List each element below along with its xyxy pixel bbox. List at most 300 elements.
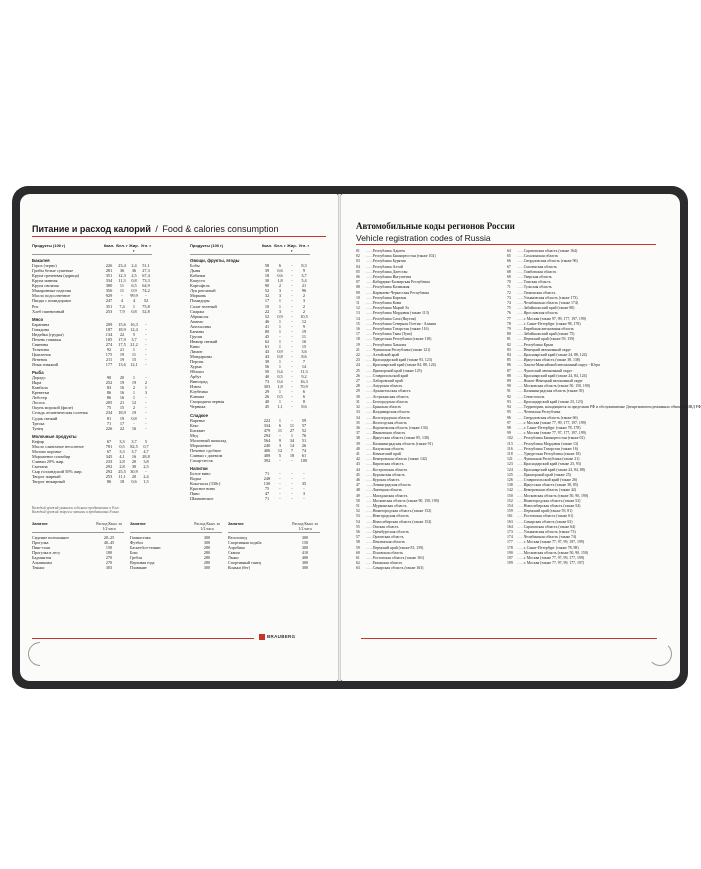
- cell-value: -: [303, 471, 305, 477]
- cell-value: -: [291, 288, 293, 294]
- brand-logo: [259, 634, 295, 640]
- region-code: 124: [507, 467, 513, 472]
- region-name: Ставропольский край (также 26): [523, 477, 578, 482]
- cell-value: 8,6: [301, 404, 307, 410]
- brand-name: BRAUBERG: [267, 634, 296, 640]
- activity-kcal: 300: [203, 565, 211, 570]
- leader-dots: .......: [517, 295, 524, 300]
- region-code: 87: [507, 368, 511, 373]
- cell-value: 18: [119, 479, 125, 485]
- region-code: 76: [507, 311, 511, 316]
- cell-value: 334: [105, 278, 113, 284]
- region-code: 75: [507, 306, 511, 311]
- cell-value: 564: [263, 437, 271, 443]
- leader-dots: .......: [517, 332, 524, 337]
- cell-value: 1: [144, 385, 148, 391]
- region-code: 07: [356, 280, 360, 285]
- cell-value: 1: [278, 328, 282, 334]
- product-name: Арбуз: [190, 374, 202, 380]
- cell-value: 20: [119, 375, 125, 381]
- leader-dots: .......: [366, 415, 373, 420]
- product-name: Клубника: [190, 389, 208, 395]
- region-code: 58: [356, 540, 360, 545]
- cell-value: 1: [132, 395, 136, 401]
- leader-dots: .......: [366, 306, 373, 311]
- region-name: Еврейская автономная область: [523, 327, 574, 332]
- product-name: Белое вино: [190, 471, 211, 477]
- cell-value: 0,9: [277, 348, 283, 354]
- leader-dots: .......: [517, 373, 524, 378]
- leader-dots: .......: [366, 462, 373, 467]
- category-heading: Молочные продукты: [32, 433, 77, 439]
- cell-value: 1,8: [277, 278, 283, 284]
- cell-value: 21: [119, 346, 125, 352]
- cell-value: -: [279, 471, 281, 477]
- brand-logo-icon: [259, 634, 265, 640]
- region-code: 43: [356, 462, 360, 467]
- activity-table-1: [32, 522, 124, 570]
- cell-value: 86: [106, 395, 112, 401]
- region-code: 152: [507, 498, 513, 503]
- header-protein: Бел. г: [116, 243, 128, 248]
- region-code: 65: [507, 254, 511, 259]
- region-name: г. Москва (также 77, 97, 177, 197, 199): [523, 431, 586, 436]
- region-name: Республика Марий Эл: [372, 306, 410, 311]
- cell-value: -: [291, 273, 293, 279]
- leader-dots: .......: [517, 264, 524, 269]
- region-name: Саратовская область (также 64): [523, 524, 576, 529]
- region-name: Пензенская область: [372, 540, 406, 545]
- cell-value: -: [291, 303, 293, 309]
- cell-value: 2,5: [143, 463, 149, 469]
- title-en: Food & calories consumption: [162, 224, 279, 234]
- leader-dots: .......: [366, 301, 373, 306]
- cell-value: 27: [289, 427, 295, 433]
- product-name: Бобы: [190, 263, 200, 269]
- region-code: 53: [356, 514, 360, 519]
- cell-value: -: [291, 374, 293, 380]
- category-heading: Бакалея: [32, 258, 50, 264]
- cell-value: 16: [131, 453, 137, 459]
- cell-value: 17,5: [118, 341, 126, 347]
- cell-value: 71: [264, 471, 270, 477]
- leader-dots: .......: [517, 451, 524, 456]
- cell-value: 9: [302, 268, 306, 274]
- region-code: 138: [507, 483, 513, 488]
- activity-kcal: 40–45: [103, 540, 115, 545]
- cell-value: 3,7: [131, 438, 137, 444]
- product-name: Творог нежирный: [32, 479, 65, 485]
- region-code: 18: [356, 337, 360, 342]
- leader-dots: .......: [517, 545, 524, 550]
- region-code: 47: [356, 483, 360, 488]
- region-code: 01: [356, 249, 360, 253]
- activity-name: Гимнастика: [130, 535, 151, 540]
- cell-value: 71: [106, 420, 112, 426]
- region-name: Красноярский край (также 24, 84, 88): [523, 467, 585, 472]
- region-row: [507, 561, 665, 566]
- cell-value: 1,1: [277, 404, 283, 410]
- region-code: 05: [356, 269, 360, 274]
- cell-value: -: [145, 346, 147, 352]
- cell-value: 2: [132, 385, 136, 391]
- cell-value: -: [303, 486, 305, 492]
- leader-dots: .......: [366, 311, 373, 316]
- cell-value: 67: [106, 438, 112, 444]
- region-code: 54: [356, 519, 360, 524]
- leader-dots: .......: [517, 306, 524, 311]
- region-name: Республика Татарстан (также 16): [523, 446, 578, 451]
- region-name: г. Санкт-Петербург (также 98, 178): [523, 321, 581, 326]
- region-name: Свердловская область (также 66): [523, 415, 578, 420]
- cell-value: 83: [106, 385, 112, 391]
- leader-dots: .......: [366, 379, 373, 384]
- region-name: Республика Карелия: [372, 295, 407, 300]
- region-name: Приморский край (также 125): [372, 368, 422, 373]
- leader-dots: .......: [517, 389, 524, 394]
- region-code: 121: [507, 457, 513, 462]
- cell-value: 12: [301, 318, 307, 324]
- cell-value: -: [291, 338, 293, 344]
- region-code: 03: [356, 259, 360, 264]
- leader-dots: .......: [517, 280, 524, 285]
- region-code: 71: [507, 285, 511, 290]
- activity-name: Коньки (бег): [228, 565, 251, 570]
- cell-value: -: [291, 293, 293, 299]
- leader-dots: .......: [517, 290, 524, 295]
- region-name: Московская область (также 50, 90, 190): [523, 493, 589, 498]
- cell-value: 46: [264, 318, 270, 324]
- leader-dots: .......: [517, 394, 524, 399]
- product-name: Мандарины: [190, 353, 212, 359]
- region-code: 66: [507, 259, 511, 264]
- cell-value: 99,9: [130, 293, 138, 299]
- region-code: 84: [507, 353, 511, 358]
- region-code: 68: [507, 269, 511, 274]
- cell-value: 40: [264, 374, 270, 380]
- cell-value: 92: [106, 346, 112, 352]
- cell-value: 26: [264, 394, 270, 400]
- category-heading: Сладкое: [190, 412, 209, 418]
- region-code: 85: [507, 358, 511, 363]
- leader-dots: .......: [366, 368, 373, 373]
- region-code: 70: [507, 280, 511, 285]
- region-name: Ставропольский край: [372, 373, 409, 378]
- region-name: Костромская область: [372, 467, 408, 472]
- cell-value: 61: [301, 452, 307, 458]
- activity-kcal: 300: [203, 535, 211, 540]
- cell-value: -: [145, 336, 147, 342]
- activity-row: [32, 565, 124, 570]
- cell-value: 351: [105, 273, 113, 279]
- region-code: 126: [507, 477, 513, 482]
- region-name: г. Москва (также 77, 97, 99, 197, 199): [523, 540, 585, 545]
- region-code: 02: [356, 254, 360, 259]
- region-code: 16: [356, 327, 360, 332]
- region-code: 86: [507, 363, 511, 368]
- region-code: 93: [507, 399, 511, 404]
- header-kcal: Ккал.: [103, 243, 115, 248]
- product-name: Сыр голландский 50% жир.: [32, 468, 83, 474]
- region-code: 123: [507, 462, 513, 467]
- region-code: 34: [356, 415, 360, 420]
- product-name: Бананы: [190, 328, 204, 334]
- region-name: Тульская область: [523, 285, 552, 290]
- cell-value: 929: [105, 293, 113, 299]
- region-code: 32: [356, 405, 360, 410]
- product-name: Говядина: [32, 326, 49, 332]
- region-code: 163: [507, 519, 513, 524]
- region-name: Кемеровская область (также 42): [523, 488, 577, 493]
- cell-value: 11: [119, 283, 125, 289]
- region-code: 28: [356, 384, 360, 389]
- cell-value: 90: [106, 375, 112, 381]
- product-name: Персик: [190, 359, 204, 365]
- cell-value: -: [145, 321, 147, 327]
- leader-dots: .......: [366, 394, 373, 399]
- region-name: Самарская область (также 163): [372, 566, 424, 571]
- activity-kcal: 280: [203, 550, 211, 555]
- product-name: Сахар-песок: [190, 457, 213, 463]
- activity-name: Прогулка: [32, 540, 49, 545]
- cell-value: 351: [105, 303, 113, 309]
- region-code: 98: [507, 425, 511, 430]
- activity-kcal: 180: [105, 550, 113, 555]
- region-name: Ульяновская область (также 73): [523, 529, 576, 534]
- leader-dots: .......: [366, 529, 373, 534]
- cell-value: 9,2: [301, 374, 307, 380]
- cell-value: 209: [105, 321, 113, 327]
- cell-value: 1: [132, 375, 136, 381]
- title-underline: [356, 244, 656, 245]
- leader-dots: .......: [517, 368, 524, 373]
- cell-value: 10: [264, 303, 270, 309]
- leader-dots: .......: [366, 264, 373, 269]
- cell-value: 479: [263, 427, 271, 433]
- leader-dots: .......: [366, 316, 373, 321]
- region-name: Омская область: [372, 524, 399, 529]
- leader-dots: .......: [517, 441, 524, 446]
- leader-dots: .......: [366, 249, 373, 253]
- region-name: Республика Ингушетия: [372, 275, 412, 280]
- product-name: Мороженое: [190, 442, 212, 448]
- table-row: [32, 362, 152, 367]
- cell-value: 0,5: [277, 374, 283, 380]
- region-name: Амурская область: [372, 384, 403, 389]
- region-code: 91: [507, 389, 511, 394]
- table-header: [190, 243, 310, 255]
- activity-name: Бадминтон: [32, 555, 52, 560]
- product-name: Масло сливочное несоленое: [32, 443, 84, 449]
- region-name: Ивановская область: [372, 431, 406, 436]
- product-name: Сливки 20% жир.: [32, 458, 65, 464]
- region-code: 161: [507, 514, 513, 519]
- cell-value: -: [145, 331, 147, 337]
- cell-value: 1: [278, 318, 282, 324]
- leader-dots: .......: [517, 535, 524, 540]
- region-code: 89: [507, 379, 511, 384]
- product-name: Помидоры: [190, 298, 210, 304]
- region-code: 13: [356, 311, 360, 316]
- product-name: Абрикосы: [190, 313, 209, 319]
- cell-value: 303: [263, 384, 271, 390]
- region-name: Хабаровский край: [372, 379, 403, 384]
- cell-value: 61: [264, 343, 270, 349]
- cell-value: 3,7: [301, 273, 307, 279]
- leader-dots: .......: [366, 488, 373, 493]
- cell-value: 233: [105, 458, 113, 464]
- leader-dots: .......: [366, 457, 373, 462]
- cell-value: 47: [264, 491, 270, 497]
- activity-name: Альпинизм: [32, 560, 52, 565]
- cell-value: 7,9: [119, 308, 125, 314]
- cell-value: 781: [105, 443, 113, 449]
- leader-dots: .......: [517, 436, 524, 441]
- region-name: г. Москва (также 97, 99, 177, 197, 199): [523, 316, 586, 321]
- leader-dots: .......: [517, 540, 524, 545]
- leader-dots: .......: [517, 301, 524, 306]
- product-name: Окунь морской (филе): [32, 405, 73, 411]
- region-name: Республика Саха (Якутия): [372, 316, 416, 321]
- cell-value: 2: [132, 405, 136, 411]
- activity-kcal: 300: [301, 565, 309, 570]
- cell-value: -: [291, 343, 293, 349]
- cell-value: 75: [106, 405, 112, 411]
- leader-dots: .......: [517, 529, 524, 534]
- cell-value: 29: [264, 389, 270, 395]
- leader-dots: .......: [517, 410, 524, 415]
- region-code: 44: [356, 467, 360, 472]
- cell-value: -: [145, 356, 147, 362]
- region-code: 37: [356, 431, 360, 436]
- region-code: 159: [507, 509, 513, 514]
- region-code: 94: [507, 405, 511, 410]
- leader-dots: .......: [366, 555, 373, 560]
- leader-dots: .......: [366, 493, 373, 498]
- cell-value: 281: [105, 268, 113, 274]
- cell-value: 2,8: [119, 463, 125, 469]
- product-name: Бисквит: [190, 427, 205, 433]
- cell-value: -: [145, 410, 147, 416]
- region-name: Мурманская область: [372, 503, 407, 508]
- activity-kcal: 303: [105, 565, 113, 570]
- cell-value: -: [291, 379, 293, 385]
- region-name: Калининградская область (также 91): [372, 441, 433, 446]
- region-code: 17: [356, 332, 360, 337]
- region-name: Республика Коми: [372, 301, 402, 306]
- leader-dots: .......: [366, 425, 373, 430]
- region-code: 164: [507, 524, 513, 529]
- cell-value: -: [121, 293, 123, 299]
- leader-dots: .......: [517, 327, 524, 332]
- cell-value: 32: [264, 293, 270, 299]
- cell-value: 80: [264, 328, 270, 334]
- leader-dots: .......: [366, 342, 373, 347]
- region-code: 31: [356, 399, 360, 404]
- cell-value: 3: [144, 390, 148, 396]
- product-name: Варенье: [190, 417, 205, 423]
- footnote-line: Каждый урожай жарен и записан и продаваемых 8 ккал: [32, 510, 119, 515]
- cell-value: 253: [105, 474, 113, 480]
- region-name: Пермский край (также 81, 159): [372, 545, 424, 550]
- region-code: 177: [507, 540, 513, 545]
- cell-value: -: [291, 323, 293, 329]
- cell-value: 2,5: [131, 273, 137, 279]
- cell-value: 58: [264, 263, 270, 269]
- cell-value: 16,3: [130, 321, 138, 327]
- region-name: Пермский край (также 59, 159): [523, 337, 575, 342]
- cell-value: 0,8: [131, 415, 137, 421]
- table-row: [32, 426, 152, 431]
- region-name: Оренбургская область: [372, 529, 409, 534]
- header-product: Продукты (100 г): [32, 243, 66, 248]
- leader-dots: .......: [366, 441, 373, 446]
- cell-value: 5: [278, 452, 282, 458]
- cell-value: 12,4: [130, 326, 138, 332]
- product-name: Дорадо: [32, 375, 46, 381]
- activity-kcal: 270: [105, 560, 113, 565]
- region-code: 62: [356, 561, 360, 566]
- activity-header: [228, 522, 320, 533]
- cell-value: 52: [264, 313, 270, 319]
- cell-value: 22: [119, 331, 125, 337]
- region-name: Нижегородская область (также 152): [372, 509, 432, 514]
- region-codes-right: [507, 249, 701, 566]
- leader-dots: .......: [517, 514, 524, 519]
- cell-value: 22: [264, 308, 270, 314]
- region-name: Курганская область: [372, 472, 405, 477]
- region-name: Свердловская область (также 96): [523, 259, 578, 264]
- product-name: Салат зеленый: [190, 303, 217, 309]
- cell-value: -: [303, 476, 305, 482]
- cell-value: -: [279, 457, 281, 463]
- leader-dots: .......: [517, 311, 524, 316]
- region-code: 69: [507, 275, 511, 280]
- region-name: Республика Мордовия (также 113): [372, 311, 429, 316]
- footnote: [32, 506, 119, 514]
- right-page: [341, 194, 701, 681]
- product-name: Печенье сдобное: [190, 447, 222, 453]
- cell-value: 2: [302, 293, 306, 299]
- activity-kcal: 20–25: [103, 535, 115, 540]
- leader-dots: .......: [366, 295, 373, 300]
- product-name: Виноград: [190, 379, 208, 385]
- cell-value: 34: [289, 437, 295, 443]
- cell-value: 105: [105, 336, 113, 342]
- cell-value: 356: [105, 288, 113, 294]
- cell-value: 14: [289, 442, 295, 448]
- activity-name: Сквош: [228, 550, 240, 555]
- region-code: 61: [356, 555, 360, 560]
- cell-value: 11: [301, 333, 307, 339]
- region-code: 95: [507, 410, 511, 415]
- cell-value: 1: [278, 338, 282, 344]
- cell-value: 248: [263, 476, 271, 482]
- cell-value: 18: [289, 452, 295, 458]
- cell-value: 16: [301, 338, 307, 344]
- region-name: Красноярский край (также 24, 88, 124): [523, 353, 587, 358]
- leader-dots: .......: [517, 269, 524, 274]
- cell-value: 226: [105, 263, 113, 269]
- cell-value: 1: [278, 399, 282, 405]
- product-name: Кабачки: [190, 273, 206, 279]
- region-name: Ростовская область (также 161): [372, 555, 425, 560]
- cell-value: 52,8: [142, 308, 150, 314]
- cell-value: 8,3: [301, 263, 307, 269]
- cell-value: 19: [119, 356, 125, 362]
- cell-value: 21: [301, 283, 307, 289]
- cell-value: 16: [119, 385, 125, 391]
